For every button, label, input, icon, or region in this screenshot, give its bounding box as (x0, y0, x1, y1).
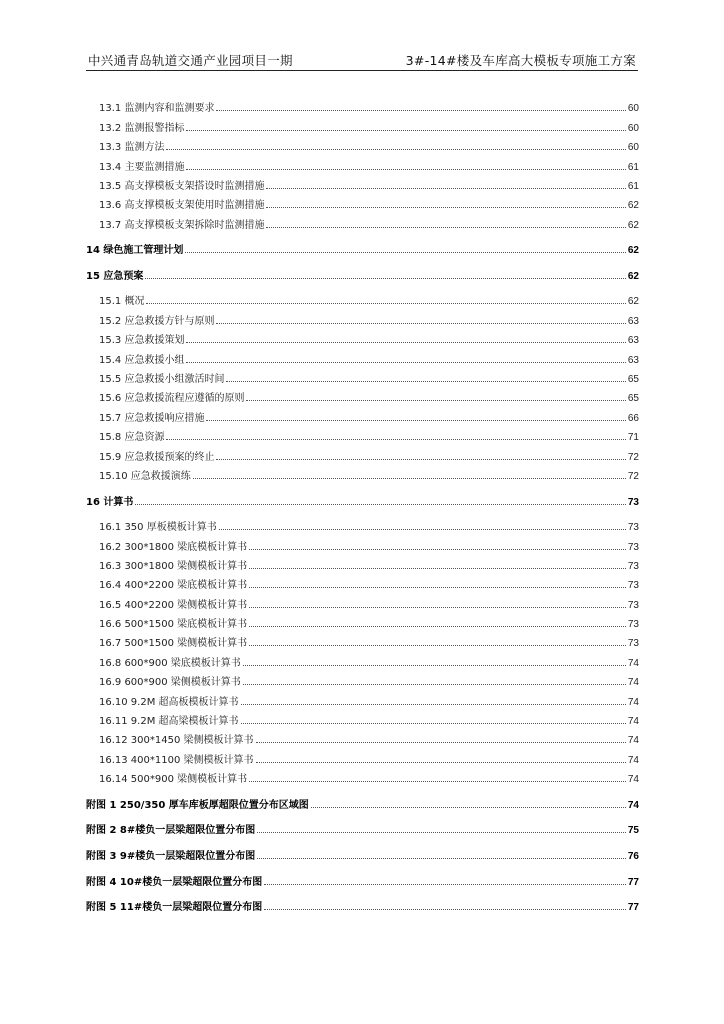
toc-page-number: 73 (627, 619, 639, 631)
toc-dot-leader (249, 607, 626, 608)
toc-dot-leader (216, 323, 625, 324)
toc-dot-leader (311, 807, 626, 808)
toc-page-number: 74 (627, 657, 639, 669)
toc-entry-label: 附图 3 9#楼负一层梁超限位置分布图 (86, 850, 256, 862)
toc-page-number: 73 (627, 522, 639, 534)
toc-page-number: 61 (627, 180, 639, 192)
toc-dot-leader (219, 529, 626, 530)
toc-section-entry[interactable] (86, 95, 639, 114)
toc-dot-leader (266, 227, 625, 228)
toc-page-number: 73 (627, 580, 639, 592)
toc-dot-leader (241, 723, 626, 724)
toc-dot-leader (226, 381, 625, 382)
toc-entry-label: 16.2 300*1800 梁底模板计算书 (99, 541, 248, 553)
toc-entry-label: 附图 2 8#楼负一层梁超限位置分布图 (86, 825, 256, 837)
toc-section-entry[interactable] (86, 708, 639, 727)
toc-page-number: 74 (627, 774, 639, 786)
toc-dot-leader (193, 478, 626, 479)
toc-page-number: 62 (627, 245, 639, 257)
toc-entry-label: 15.9 应急救援预案的终止 (99, 451, 215, 463)
toc-page-number: 60 (627, 103, 639, 115)
toc-entry-label: 16.12 300*1450 梁侧模板计算书 (99, 735, 254, 747)
toc-entry-label: 13.7 高支撑模板支架拆除时监测措施 (99, 219, 265, 231)
toc-page-number: 74 (627, 716, 639, 728)
toc-section-entry[interactable] (86, 746, 639, 765)
toc-dot-leader (249, 587, 626, 588)
toc-entry-label: 16.7 500*1500 梁侧模板计算书 (99, 638, 248, 650)
toc-entry-label: 15 应急预案 (86, 270, 144, 282)
toc-chapter-entry[interactable] (86, 868, 639, 887)
toc-dot-leader (186, 342, 625, 343)
toc-entry-label: 16.3 300*1800 梁侧模板计算书 (99, 560, 248, 572)
toc-dot-leader (266, 207, 625, 208)
toc-section-entry[interactable] (86, 114, 639, 133)
toc-entry-label: 15.5 应急救援小组激活时间 (99, 374, 225, 386)
toc-dot-leader (264, 884, 626, 885)
toc-dot-leader (264, 909, 626, 910)
toc-dot-leader (186, 169, 625, 170)
toc-page-number: 62 (627, 296, 639, 308)
toc-entry-label: 13.2 监测报警指标 (99, 122, 185, 134)
toc-section-entry[interactable] (86, 611, 639, 630)
toc-dot-leader (256, 762, 626, 763)
toc-page-number: 74 (627, 799, 639, 811)
toc-dot-leader (145, 278, 625, 279)
toc-section-entry[interactable] (86, 307, 639, 326)
toc-page-number: 62 (627, 219, 639, 231)
toc-page-number: 77 (627, 876, 639, 888)
toc-entry-label: 16.4 400*2200 梁底模板计算书 (99, 580, 248, 592)
toc-entry-label: 附图 4 10#楼负一层梁超限位置分布图 (86, 876, 263, 888)
toc-section-entry[interactable] (86, 553, 639, 572)
toc-section-entry[interactable] (86, 688, 639, 707)
toc-dot-leader (186, 362, 625, 363)
toc-chapter-entry[interactable] (86, 791, 639, 810)
toc-dot-leader (256, 742, 626, 743)
toc-section-entry[interactable] (86, 424, 639, 443)
toc-section-entry[interactable] (86, 134, 639, 153)
toc-dot-leader (206, 420, 625, 421)
toc-page-number: 63 (627, 335, 639, 347)
toc-dot-leader (166, 149, 625, 150)
toc-entry-label: 13.1 监测内容和监测要求 (99, 103, 215, 115)
toc-section-entry[interactable] (86, 766, 639, 785)
toc-page-number: 62 (627, 200, 639, 212)
toc-entry-label: 16.8 600*900 梁底模板计算书 (99, 657, 241, 669)
table-of-contents (86, 95, 639, 913)
toc-page-number: 74 (627, 754, 639, 766)
toc-page-number: 74 (627, 735, 639, 747)
toc-dot-leader (249, 568, 626, 569)
toc-section-entry[interactable] (86, 173, 639, 192)
toc-page-number: 73 (627, 599, 639, 611)
toc-chapter-entry[interactable] (86, 263, 639, 282)
toc-chapter-entry[interactable] (86, 237, 639, 256)
toc-entry-label: 15.6 应急救援流程应遵循的原则 (99, 393, 245, 405)
toc-page-number: 66 (627, 412, 639, 424)
toc-chapter-entry[interactable] (86, 843, 639, 862)
toc-page-number: 75 (627, 825, 639, 837)
toc-page-number: 65 (627, 393, 639, 405)
toc-entry-label: 16.5 400*2200 梁侧模板计算书 (99, 599, 248, 611)
toc-entry-label: 16.1 350 厚板模板计算书 (99, 522, 217, 534)
toc-entry-label: 15.10 应急救援演练 (99, 470, 191, 482)
toc-dot-leader (246, 400, 625, 401)
toc-page-number: 76 (627, 850, 639, 862)
toc-dot-leader (249, 549, 626, 550)
toc-page-number: 77 (627, 902, 639, 914)
toc-section-entry[interactable] (86, 288, 639, 307)
toc-entry-label: 15.2 应急救援方针与原则 (99, 315, 215, 327)
toc-dot-leader (216, 110, 625, 111)
toc-page-number: 60 (627, 142, 639, 154)
toc-dot-leader (243, 665, 626, 666)
toc-page-number: 72 (627, 451, 639, 463)
toc-page-number: 73 (627, 541, 639, 553)
toc-page-number: 72 (627, 470, 639, 482)
toc-section-entry[interactable] (86, 327, 639, 346)
toc-entry-label: 16.14 500*900 梁侧模板计算书 (99, 774, 248, 786)
toc-section-entry[interactable] (86, 404, 639, 423)
toc-dot-leader (249, 645, 626, 646)
toc-chapter-entry[interactable] (86, 894, 639, 913)
toc-section-entry[interactable] (86, 153, 639, 172)
toc-section-entry[interactable] (86, 727, 639, 746)
toc-page-number: 73 (627, 496, 639, 508)
toc-chapter-entry[interactable] (86, 488, 639, 507)
toc-section-entry[interactable] (86, 514, 639, 533)
toc-section-entry[interactable] (86, 346, 639, 365)
toc-dot-leader (146, 303, 625, 304)
toc-dot-leader (257, 858, 626, 859)
toc-section-entry[interactable] (86, 385, 639, 404)
toc-section-entry[interactable] (86, 630, 639, 649)
toc-page-number: 60 (627, 122, 639, 134)
toc-page-number: 74 (627, 696, 639, 708)
toc-entry-label: 附图 1 250/350 厚车库板厚超限位置分布区域图 (86, 799, 309, 811)
toc-page-number: 63 (627, 315, 639, 327)
toc-section-entry[interactable] (86, 572, 639, 591)
toc-dot-leader (185, 252, 625, 253)
toc-dot-leader (186, 130, 625, 131)
toc-dot-leader (241, 704, 626, 705)
toc-page-number: 63 (627, 354, 639, 366)
toc-entry-label: 13.4 主要监测措施 (99, 161, 185, 173)
toc-section-entry[interactable] (86, 649, 639, 668)
toc-chapter-entry[interactable] (86, 817, 639, 836)
page-header (86, 50, 638, 71)
toc-page-number: 71 (627, 432, 639, 444)
toc-entry-label: 16.6 500*1500 梁底模板计算书 (99, 619, 248, 631)
toc-page-number: 61 (627, 161, 639, 173)
toc-entry-label: 附图 5 11#楼负一层梁超限位置分布图 (86, 902, 263, 914)
toc-entry-label: 16.13 400*1100 梁侧模板计算书 (99, 754, 254, 766)
toc-dot-leader (135, 504, 625, 505)
toc-entry-label: 15.7 应急救援响应措施 (99, 412, 205, 424)
toc-dot-leader (216, 459, 625, 460)
toc-dot-leader (243, 684, 626, 685)
toc-entry-label: 14 绿色施工管理计划 (86, 245, 184, 257)
header-project-name: 中兴通青岛轨道交通产业园项目一期 (88, 53, 293, 68)
toc-dot-leader (249, 626, 626, 627)
toc-entry-label: 13.3 监测方法 (99, 142, 165, 154)
toc-section-entry[interactable] (86, 211, 639, 230)
toc-page-number: 62 (627, 270, 639, 282)
toc-page-number: 74 (627, 677, 639, 689)
header-document-title: 3#-14#楼及车库高大模板专项施工方案 (405, 53, 636, 68)
toc-dot-leader (266, 188, 625, 189)
toc-entry-label: 16.11 9.2M 超高梁模板计算书 (99, 716, 239, 728)
toc-page-number: 73 (627, 638, 639, 650)
toc-page-number: 73 (627, 560, 639, 572)
toc-dot-leader (257, 832, 626, 833)
toc-section-entry[interactable] (86, 366, 639, 385)
toc-entry-label: 16.9 600*900 梁侧模板计算书 (99, 677, 241, 689)
toc-section-entry[interactable] (86, 669, 639, 688)
toc-section-entry[interactable] (86, 591, 639, 610)
toc-entry-label: 16 计算书 (86, 496, 134, 508)
toc-entry-label: 15.3 应急救援策划 (99, 335, 185, 347)
toc-dot-leader (166, 439, 625, 440)
toc-section-entry[interactable] (86, 443, 639, 462)
toc-section-entry[interactable] (86, 533, 639, 552)
toc-dot-leader (249, 781, 626, 782)
toc-entry-label: 15.1 概况 (99, 296, 145, 308)
toc-entry-label: 15.8 应急资源 (99, 432, 165, 444)
toc-entry-label: 13.5 高支撑模板支架搭设时监测措施 (99, 180, 265, 192)
toc-section-entry[interactable] (86, 192, 639, 211)
toc-page-number: 65 (627, 374, 639, 386)
toc-entry-label: 15.4 应急救援小组 (99, 354, 185, 366)
toc-section-entry[interactable] (86, 463, 639, 482)
toc-entry-label: 13.6 高支撑模板支架使用时监测措施 (99, 200, 265, 212)
toc-entry-label: 16.10 9.2M 超高板模板计算书 (99, 696, 239, 708)
